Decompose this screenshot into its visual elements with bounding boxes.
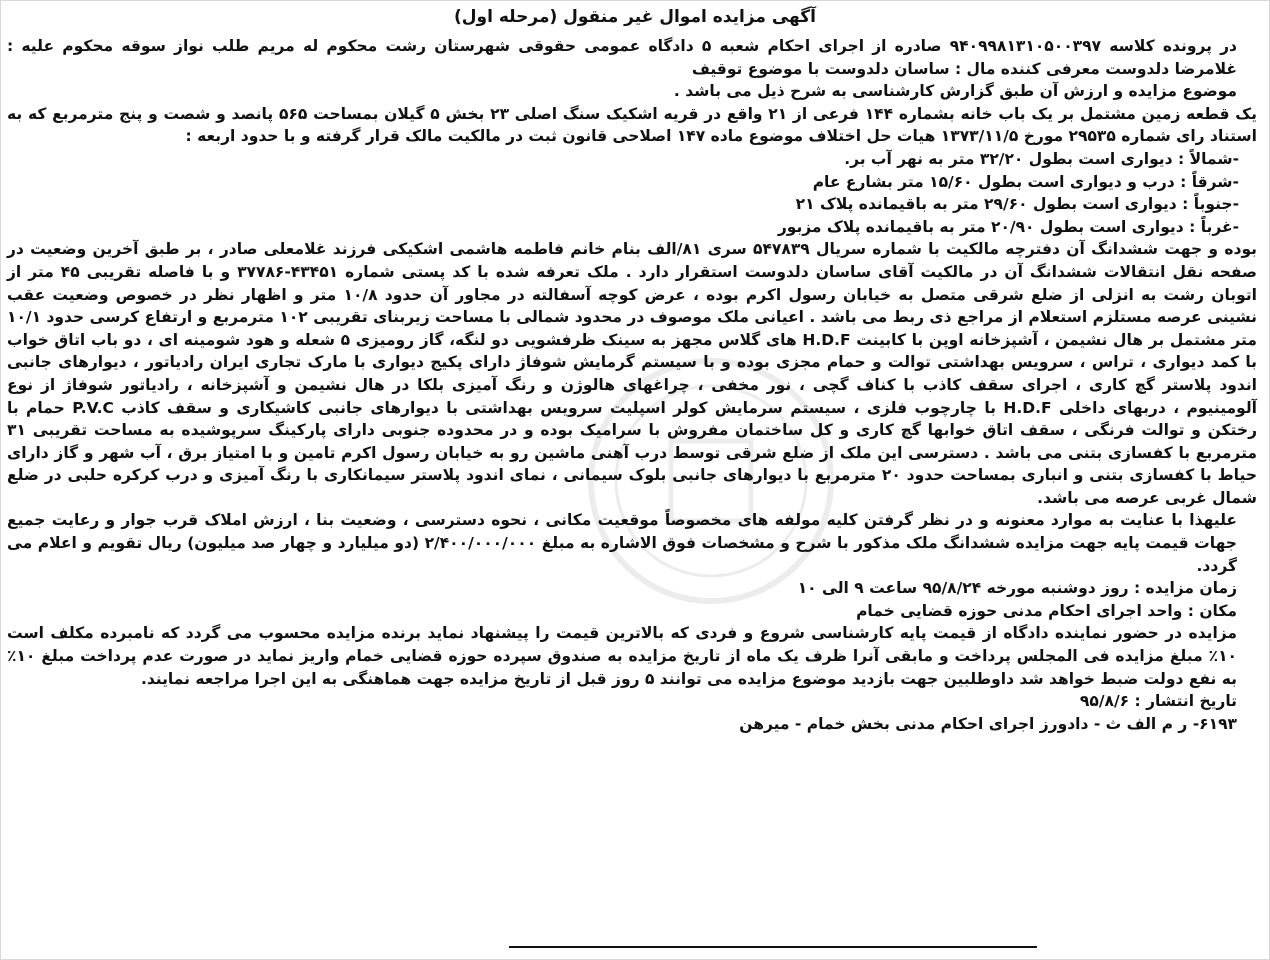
property-description: یک قطعه زمین مشتمل بر یک باب خانه بشماره ۱۴۴ فرعی از ۲۱ واقع در قریه اشکیک سنگ اصلی ۲۳ بخش ۵ گیلان بمساحت ۵۶۵ پانصد و شصت و پنج مترمربع که به استناد رای شماره ۲۹۵۳۵ مورخ ۱۳۷۳/۱۱/۵ هیات حل اختلاف موضوع ماده ۱۴۷ اصلاحی قانون ثبت در مالکیت مالک قرار گرفته و با حدود اربعه : (7, 104, 1257, 146)
bottom-rule (509, 946, 1037, 948)
notice-title: آگهی مزایده اموال غیر منقول (مرحله اول) (454, 7, 816, 27)
valuation-paragraph: علیهذا با عنایت به موارد معنونه و در نظر گرفتن کلیه مولفه های مخصوصاً موقعیت مکانی ، نحوه دسترسی ، وضعیت بنا ، ارزش املاک قرب جوار و رعایت جمیع جهات قیمت پایه جهت مزایده ششدانگ ملک مذکور با شرح و مشخصات فوق الاشاره به مبلغ ۲/۴۰۰/۰۰۰/۰۰۰ (دو میلیارد و چهار صد میلیون) ریال تقویم و اعلام می گردد. (7, 511, 1237, 575)
boundary-south: -جنوباً : دیواری است بطول ۲۹/۶۰ متر به باقیمانده پلاک ۲۱ (795, 195, 1239, 214)
property-details: بوده و جهت ششدانگ آن دفترچه مالکیت با شماره سریال ۵۴۷۸۳۹ سری ۸۱/الف بنام خانم فاطمه هاشمی اشکیکی فرزند غلامعلی صادر ، بر طبق آخرین وضعیت در صفحه نقل انتقالات ششدانگ آن در مالکیت آقای ساسان دلدوست استقرار دارد . ملک تعرفه شده با کد پستی شماره ۴۳۴۵۱-۳۷۷۸۶ و با فاصله تقریبی ۴۵ متر از اتوبان رشت به انزلی از ضلع شرقی متصل به خیابان رسول اکرم بوده ، عرض کوچه آسفالته در مجاور آن حدود ۱۰/۸ متر و اظهار نظر در خصوص وضعیت عقب نشینی عرصه مستلزم استعلام از مراجع ذی ربط می باشد . اعیانی ملک موصوف در محدود شمالی با مساحت زیربنای تقریبی ۱۰۲ مترمربع و ارتفاع کرسی حدود ۱۰/۱ متر مشتمل بر هال نشیمن ، آشپزخانه اوپن با کابینت H.D.F های گلاس مجهز به سینک ظرفشویی دو لنگه، گاز رومیزی ۵ شعله و هود شومینه ای ، دو باب اتاق خواب با کمد دیواری ، تراس ، سرویس بهداشتی توالت و حمام مجزی بوده و با سیستم گرمایش شوفاژ دارای پکیج دیواری با مارک تجاری ایران رادیاتور ، دیوارهای جانبی اندود پلاستر گچ کاری ، اجرای سقف کاذب با کناف گچی ، نور مخفی ، چراغهای هالوژن و رنگ آمیزی بلکا در هال نشیمن و آشپزخانه ، رادیاتور شوفاژ از نوع آلومینیوم ، دربهای داخلی H.D.F با چارچوب فلزی ، سیستم سرمایش کولر اسپلیت سرویس بهداشتی با دیوارهای جانبی کاشیکاری و سقف کاذب P.V.C حمام با رختکن و توالت فرنگی ، سقف اتاق خوابها گچ کاری و کل ساختمان مفروش با سرامیک بوده و در محدوده جنوبی دارای پارکینگ سرپوشیده به مساحت تقریبی ۳۱ مترمربع با کفسازی بتنی می باشد . دسترسی این ملک از ضلع شرقی توسط درب آهنی ماشین رو به خیابان رسول اکرم تامین و با امتیاز برق ، آب شهر و گاز دارای حیاط با کفسازی بتنی و انباری بمساحت حدود ۲۰ مترمربع با دیوارهای جانبی بلوک سیمانی ، نمای اندود پلاستر سیمانکاری با رنگ آمیزی و درب کرکره حلبی در ضلع شمال غربی عرصه می باشد. (7, 240, 1257, 507)
auction-time: زمان مزایده : روز دوشنبه مورخه ۹۵/۸/۲۴ ساعت ۹ الی ۱۰ (797, 579, 1237, 598)
boundary-north: -شمالاً : دیواری است بطول ۳۲/۲۰ متر به نهر آب بر. (844, 149, 1239, 168)
notice-body (7, 35, 1257, 735)
auction-subject: موضوع مزایده و ارزش آن طبق گزارش کارشناسی به شرح ذیل می باشد . (673, 82, 1237, 101)
auction-terms: مزایده در حضور نماینده دادگاه از قیمت پایه کارشناسی شروع و فردی که بالاترین قیمت را پیشنهاد نماید برنده مزایده محسوب می گردد که نامبرده مکلف است ۱۰٪ مبلغ مزایده فی المجلس پرداخت و مابقی آنرا ظرف یک ماه از تاریخ مزایده به صندوق سپرده حوزه قضایی خمام واریز نماید در صورت عدم پرداخت مبلغ ۱۰٪ به نفع دولت ضبط خواهد شد داوطلبین جهت بازدید موضوع مزایده می توانند ۵ روز قبل از تاریخ مزایده جهت هماهنگی به این اجرا مراجعه نمایند. (7, 624, 1237, 688)
auction-place: مکان : واحد اجرای احکام مدنی حوزه قضایی خمام (856, 601, 1237, 620)
case-intro: در پرونده کلاسه ۹۴۰۹۹۸۱۳۱۰۵۰۰۳۹۷ صادره از اجرای احکام شعبه ۵ دادگاه عمومی حقوقی شهرستان رشت محکوم له مریم طلب نواز سوقه محکوم علیه : غلامرضا دلدوست معرفی کننده مال : ساسان دلدوست با موضوع توقیف (7, 37, 1238, 78)
boundary-west: -غرباً : دیواری است بطول ۲۰/۹۰ متر به باقیمانده پلاک مزبور (777, 217, 1239, 236)
boundary-east: -شرقاً : درب و دیواری است بطول ۱۵/۶۰ متر بشارع عام (812, 172, 1239, 191)
publish-date: تاریخ انتشار : ۹۵/۸/۶ (1079, 692, 1237, 711)
signature-line: ۶۱۹۳- ر م الف ث - دادورز اجرای احکام مدنی بخش خمام - میرهن (739, 714, 1237, 733)
